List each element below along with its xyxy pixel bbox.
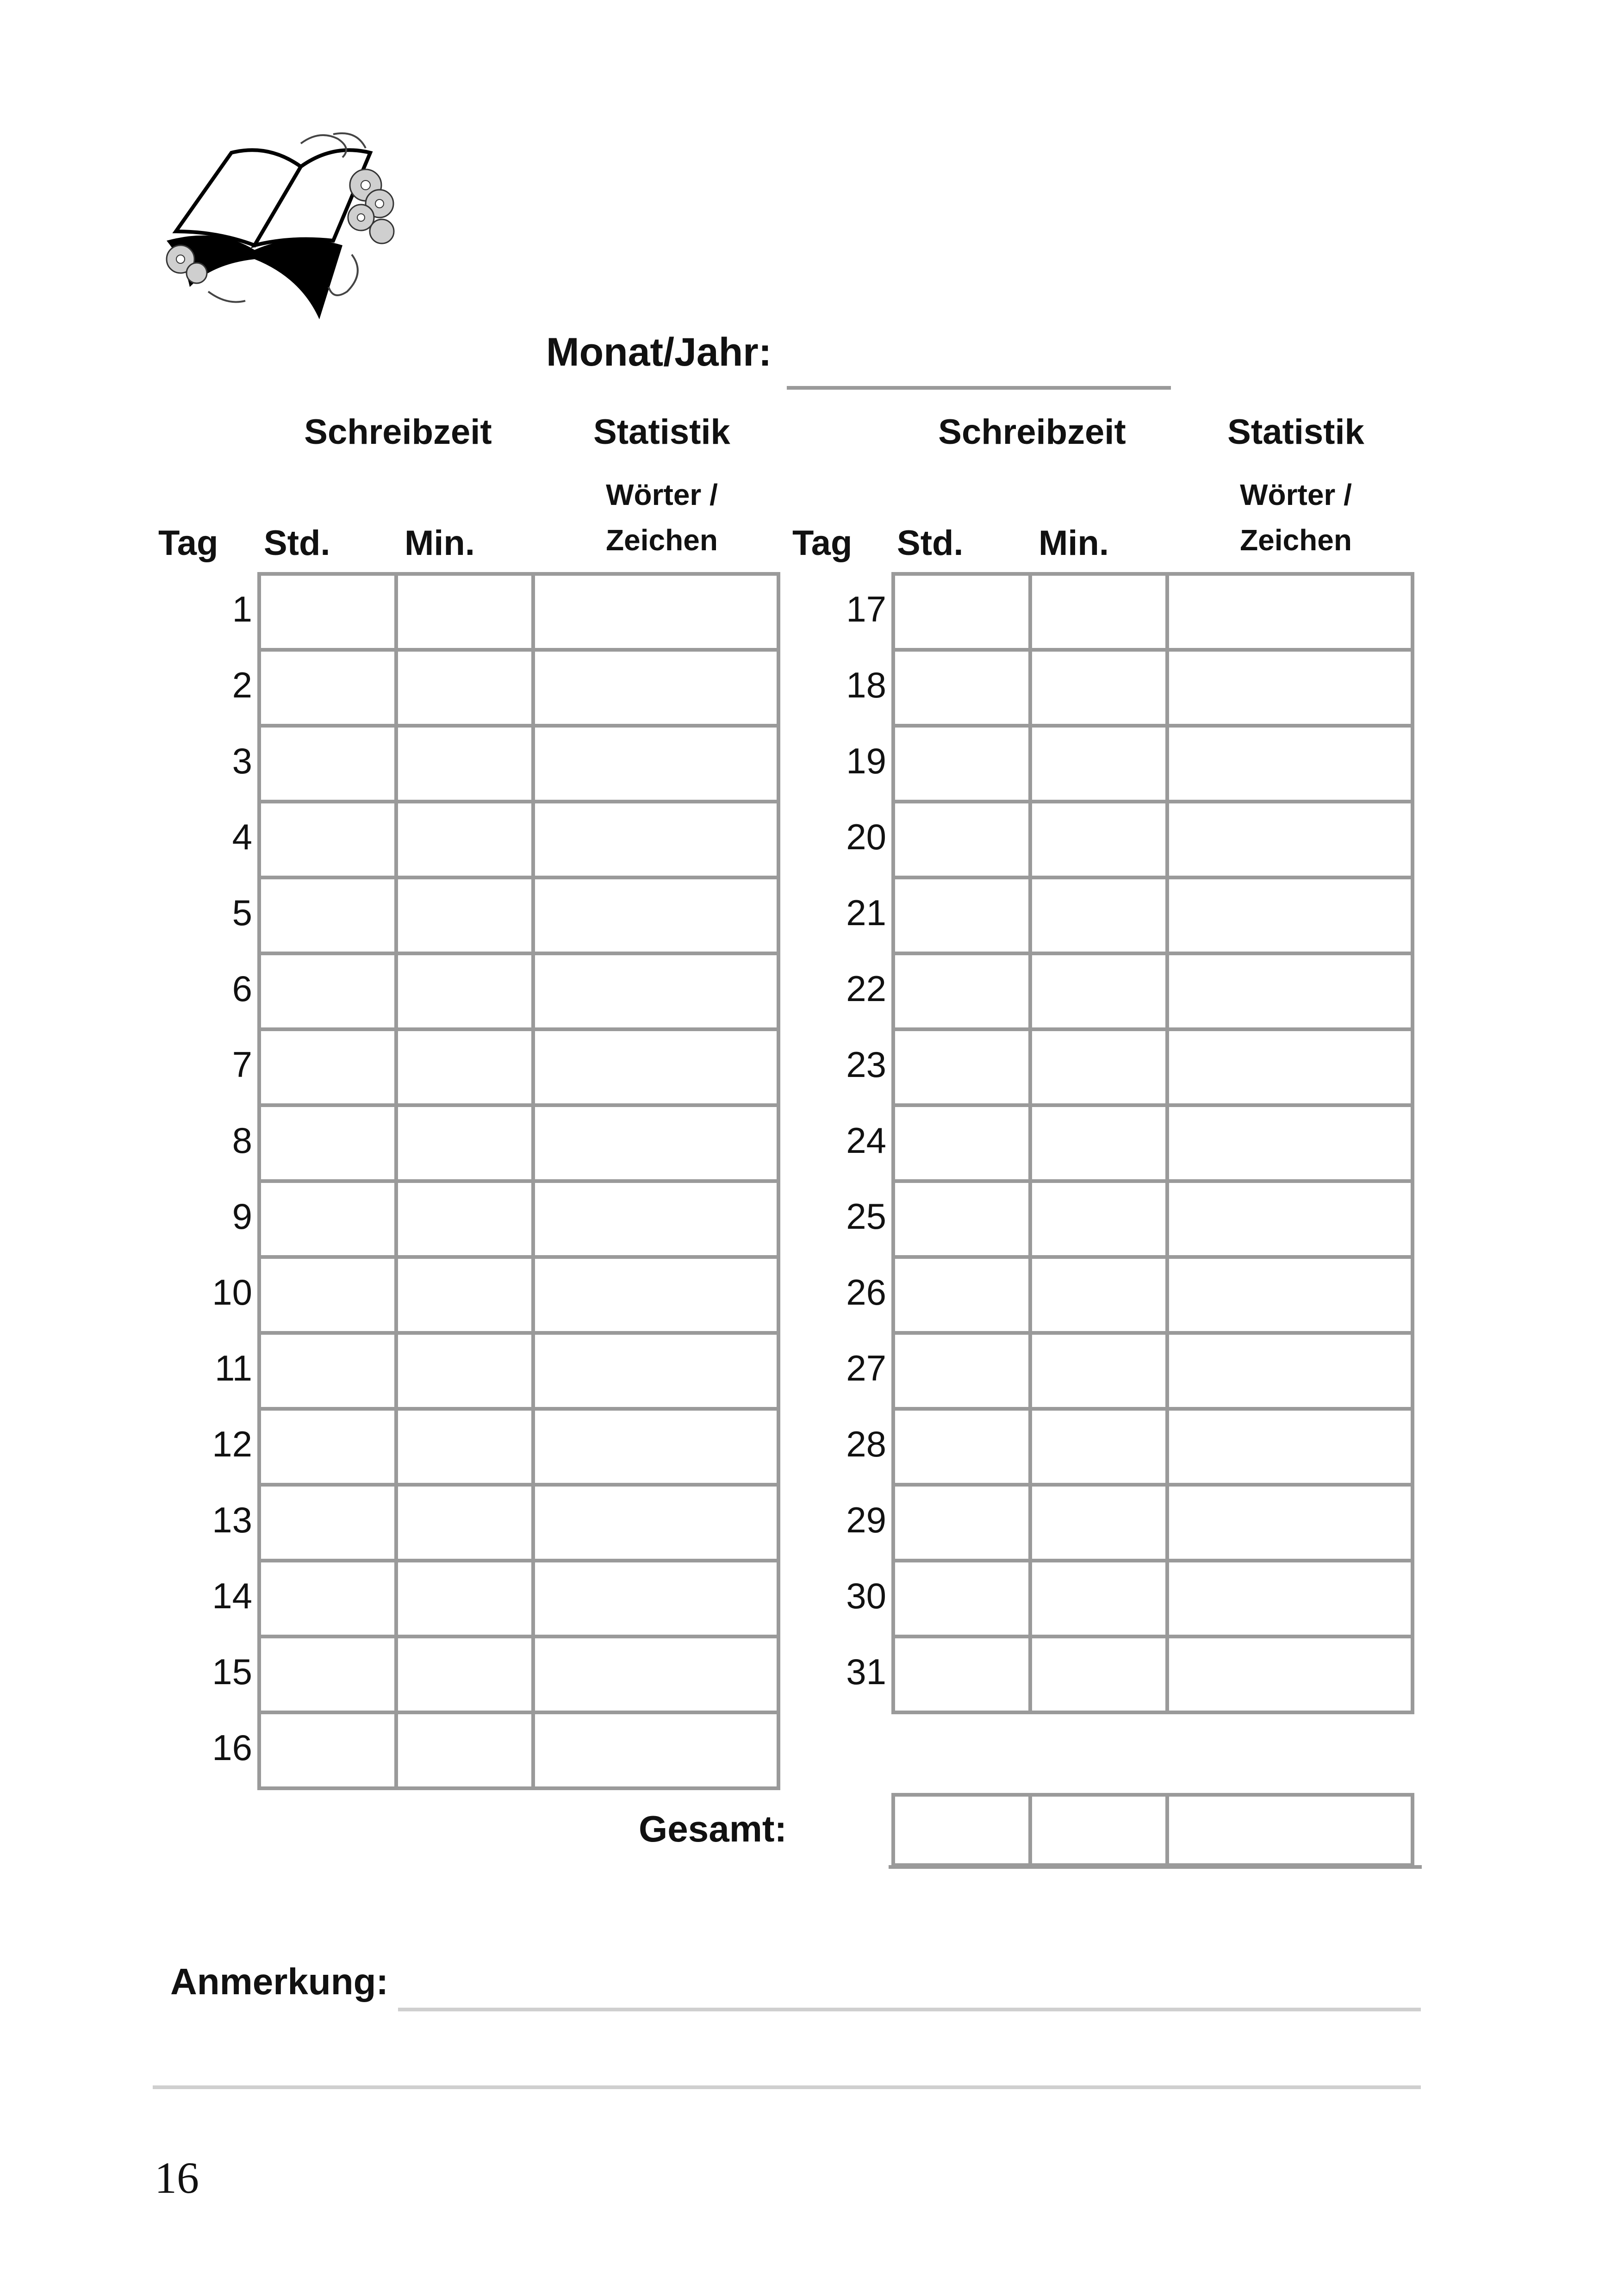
day-number: 11: [215, 1348, 252, 1388]
min-cell[interactable]: [396, 726, 533, 802]
std-cell[interactable]: [259, 1333, 396, 1409]
gesamt-label: Gesamt:: [639, 1808, 787, 1849]
woerter-cell[interactable]: [1167, 1105, 1413, 1181]
day-number: 29: [846, 1500, 886, 1540]
std-cell[interactable]: [259, 953, 396, 1029]
left-log-row: [259, 877, 778, 953]
month-year-label: Monat/Jahr:: [546, 330, 772, 374]
std-cell[interactable]: [259, 1561, 396, 1636]
min-cell[interactable]: [396, 953, 533, 1029]
min-cell[interactable]: [396, 1181, 533, 1257]
right-log-row: [893, 1257, 1413, 1333]
std-cell[interactable]: [893, 1029, 1030, 1105]
day-number: 21: [846, 892, 886, 933]
day-number: 1: [232, 589, 252, 629]
woerter-cell[interactable]: [533, 877, 778, 953]
day-number: 24: [846, 1120, 886, 1161]
day-number: 23: [846, 1044, 886, 1085]
left-woerter-header: Wörter /: [606, 478, 718, 511]
gesamt-double-underline: [889, 1865, 1422, 1869]
min-cell[interactable]: [1030, 574, 1167, 650]
left-min-header: Min.: [404, 523, 475, 563]
right-std-header: Std.: [897, 523, 964, 563]
day-number: 22: [846, 968, 886, 1009]
std-cell[interactable]: [893, 1485, 1030, 1561]
day-number: 17: [846, 589, 886, 629]
min-cell[interactable]: [1030, 802, 1167, 877]
woerter-cell[interactable]: [1167, 1333, 1413, 1409]
left-statistik-header: Statistik: [593, 412, 730, 452]
std-cell[interactable]: [893, 1333, 1030, 1409]
min-cell[interactable]: [396, 1409, 533, 1485]
woerter-cell[interactable]: [533, 1485, 778, 1561]
min-cell[interactable]: [1030, 1181, 1167, 1257]
right-statistik-header: Statistik: [1227, 412, 1364, 452]
day-number: 30: [846, 1575, 886, 1616]
min-cell[interactable]: [1030, 1257, 1167, 1333]
std-cell[interactable]: [259, 726, 396, 802]
day-number: 15: [212, 1651, 252, 1692]
min-cell[interactable]: [1030, 1105, 1167, 1181]
day-number: 26: [846, 1272, 886, 1313]
anmerkung-label: Anmerkung:: [170, 1961, 389, 2002]
min-cell[interactable]: [1030, 1409, 1167, 1485]
std-cell[interactable]: [893, 802, 1030, 877]
woerter-cell[interactable]: [533, 1409, 778, 1485]
woerter-cell[interactable]: [533, 574, 778, 650]
woerter-cell[interactable]: [533, 1333, 778, 1409]
left-log-row: [259, 1712, 778, 1788]
std-cell[interactable]: [259, 1105, 396, 1181]
right-log-row: [893, 1181, 1413, 1257]
min-cell[interactable]: [396, 802, 533, 877]
left-zeichen-header: Zeichen: [606, 523, 718, 557]
day-number: 31: [846, 1651, 886, 1692]
std-cell[interactable]: [259, 1712, 396, 1788]
std-cell[interactable]: [893, 650, 1030, 726]
std-cell[interactable]: [259, 877, 396, 953]
day-number: 19: [846, 740, 886, 781]
gesamt-std-cell[interactable]: [893, 1795, 1030, 1865]
std-cell[interactable]: [259, 1257, 396, 1333]
right-log-row: [893, 953, 1413, 1029]
right-log-row: [893, 574, 1413, 650]
right-log-row: [893, 1561, 1413, 1636]
woerter-cell[interactable]: [1167, 877, 1413, 953]
right-log-row: [893, 877, 1413, 953]
woerter-cell[interactable]: [533, 953, 778, 1029]
woerter-cell[interactable]: [1167, 802, 1413, 877]
right-day-numbers: [794, 571, 886, 1710]
min-cell[interactable]: [1030, 953, 1167, 1029]
min-cell[interactable]: [1030, 1485, 1167, 1561]
right-schreibzeit-header: Schreibzeit: [938, 412, 1126, 452]
day-number: 20: [846, 816, 886, 857]
gesamt-table: [891, 1793, 1414, 1867]
day-number: 4: [232, 816, 252, 857]
std-cell[interactable]: [259, 1485, 396, 1561]
day-number: 18: [846, 665, 886, 705]
woerter-cell[interactable]: [1167, 574, 1413, 650]
left-std-header: Std.: [264, 523, 330, 563]
woerter-cell[interactable]: [1167, 1181, 1413, 1257]
woerter-cell[interactable]: [533, 650, 778, 726]
std-cell[interactable]: [893, 574, 1030, 650]
std-cell[interactable]: [259, 1636, 396, 1712]
right-log-row: [893, 1105, 1413, 1181]
woerter-cell[interactable]: [1167, 726, 1413, 802]
min-cell[interactable]: [396, 574, 533, 650]
day-number: 7: [232, 1044, 252, 1085]
std-cell[interactable]: [259, 574, 396, 650]
woerter-cell[interactable]: [1167, 1636, 1413, 1712]
left-log-row: [259, 726, 778, 802]
day-number: 14: [212, 1575, 252, 1616]
day-number: 2: [232, 665, 252, 705]
std-cell[interactable]: [893, 877, 1030, 953]
day-number: 12: [212, 1424, 252, 1464]
std-cell[interactable]: [893, 726, 1030, 802]
day-number: 8: [232, 1120, 252, 1161]
anmerkung-input-line-2[interactable]: [153, 2085, 1421, 2089]
left-schreibzeit-header: Schreibzeit: [304, 412, 492, 452]
left-log-row: [259, 1257, 778, 1333]
woerter-cell[interactable]: [533, 1712, 778, 1788]
woerter-cell[interactable]: [533, 802, 778, 877]
day-number: 13: [212, 1500, 252, 1540]
woerter-cell[interactable]: [1167, 650, 1413, 726]
left-day-numbers: [160, 571, 252, 1786]
left-log-row: [259, 1485, 778, 1561]
std-cell[interactable]: [893, 1257, 1030, 1333]
min-cell[interactable]: [396, 1029, 533, 1105]
day-number: 27: [846, 1348, 886, 1388]
std-cell[interactable]: [259, 1029, 396, 1105]
day-number: 10: [212, 1272, 252, 1313]
gesamt-min-cell[interactable]: [1030, 1795, 1167, 1865]
std-cell[interactable]: [893, 953, 1030, 1029]
woerter-cell[interactable]: [1167, 1561, 1413, 1636]
woerter-cell[interactable]: [1167, 953, 1413, 1029]
woerter-cell[interactable]: [1167, 1409, 1413, 1485]
left-log-row: [259, 1029, 778, 1105]
right-zeichen-header: Zeichen: [1240, 523, 1352, 557]
day-number: 25: [846, 1196, 886, 1237]
left-tag-header: Tag: [158, 523, 218, 563]
woerter-cell[interactable]: [533, 1257, 778, 1333]
right-min-header: Min.: [1039, 523, 1109, 563]
min-cell[interactable]: [1030, 726, 1167, 802]
right-log-row: [893, 1636, 1413, 1712]
left-log-table: [257, 572, 780, 1790]
right-log-row: [893, 1333, 1413, 1409]
std-cell[interactable]: [893, 1561, 1030, 1636]
woerter-cell[interactable]: [1167, 1257, 1413, 1333]
woerter-cell[interactable]: [533, 726, 778, 802]
min-cell[interactable]: [396, 1485, 533, 1561]
left-log-row: [259, 1105, 778, 1181]
left-log-row: [259, 650, 778, 726]
right-tag-header: Tag: [792, 523, 853, 563]
woerter-cell[interactable]: [533, 1105, 778, 1181]
std-cell[interactable]: [259, 1409, 396, 1485]
min-cell[interactable]: [396, 877, 533, 953]
gesamt-woerter-cell[interactable]: [1167, 1795, 1413, 1865]
min-cell[interactable]: [396, 1257, 533, 1333]
min-cell[interactable]: [396, 1333, 533, 1409]
min-cell[interactable]: [1030, 1561, 1167, 1636]
page-number: 16: [155, 2153, 199, 2203]
day-number: 16: [212, 1727, 252, 1768]
min-cell[interactable]: [1030, 1636, 1167, 1712]
right-log-row: [893, 1029, 1413, 1105]
month-year-input-line[interactable]: [787, 386, 1171, 390]
day-number: 9: [232, 1196, 252, 1237]
woerter-cell[interactable]: [533, 1636, 778, 1712]
woerter-cell[interactable]: [533, 1181, 778, 1257]
right-log-row: [893, 802, 1413, 877]
right-log-row: [893, 650, 1413, 726]
day-number: 3: [232, 740, 252, 781]
min-cell[interactable]: [1030, 1029, 1167, 1105]
gesamt-row: [893, 1795, 1413, 1865]
left-log-row: [259, 1181, 778, 1257]
min-cell[interactable]: [396, 1561, 533, 1636]
right-log-row: [893, 1409, 1413, 1485]
woerter-cell[interactable]: [1167, 1485, 1413, 1561]
left-log-row: [259, 1409, 778, 1485]
day-number: 28: [846, 1424, 886, 1464]
min-cell[interactable]: [396, 1105, 533, 1181]
left-log-row: [259, 574, 778, 650]
left-log-row: [259, 953, 778, 1029]
woerter-cell[interactable]: [533, 1561, 778, 1636]
left-log-row: [259, 1561, 778, 1636]
right-log-row: [893, 726, 1413, 802]
std-cell[interactable]: [259, 802, 396, 877]
std-cell[interactable]: [893, 1636, 1030, 1712]
min-cell[interactable]: [1030, 1333, 1167, 1409]
day-number: 5: [232, 892, 252, 933]
min-cell[interactable]: [1030, 650, 1167, 726]
open-book-with-flowers-icon: [148, 125, 407, 324]
day-number: 6: [232, 968, 252, 1009]
min-cell[interactable]: [396, 650, 533, 726]
std-cell[interactable]: [893, 1105, 1030, 1181]
right-woerter-header: Wörter /: [1240, 478, 1352, 511]
woerter-cell[interactable]: [533, 1029, 778, 1105]
std-cell[interactable]: [893, 1181, 1030, 1257]
std-cell[interactable]: [259, 1181, 396, 1257]
left-log-row: [259, 1333, 778, 1409]
right-log-table: [891, 572, 1414, 1714]
left-log-row: [259, 1636, 778, 1712]
min-cell[interactable]: [1030, 877, 1167, 953]
left-log-row: [259, 802, 778, 877]
right-log-row: [893, 1485, 1413, 1561]
std-cell[interactable]: [259, 650, 396, 726]
min-cell[interactable]: [396, 1712, 533, 1788]
min-cell[interactable]: [396, 1636, 533, 1712]
std-cell[interactable]: [893, 1409, 1030, 1485]
woerter-cell[interactable]: [1167, 1029, 1413, 1105]
anmerkung-input-line[interactable]: [398, 2008, 1421, 2011]
